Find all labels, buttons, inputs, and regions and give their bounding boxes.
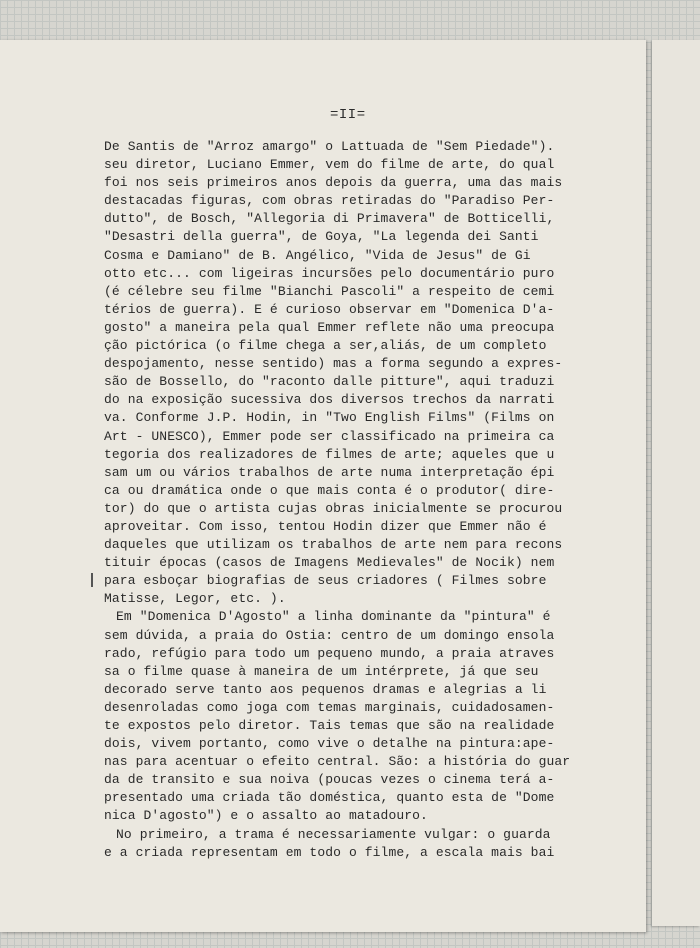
text-line: do na exposição sucessiva dos diversos trechos da narrati [104,392,555,408]
body-text [104,138,610,862]
text-line: destacadas figuras, com obras retiradas do "Paradiso Per- [104,193,555,209]
text-line: (é célebre seu filme "Bianchi Pascoli" a respeito de cemi [104,283,555,299]
text-line: te expostos pelo diretor. Tais temas que são na realidade [104,718,555,733]
text-line: sem dúvida, a praia do Ostia: centro de um domingo ensola [104,627,555,643]
text-line: nica D'agosto") e o assalto ao matadouro. [104,808,428,824]
text-line: da de transito e sua noiva (poucas vezes o cinema terá a- [104,772,555,788]
paragraph-start-line: No primeiro, a trama é necessariamente vulgar: o guarda [116,826,551,842]
text-line: daqueles que utilizam os trabalhos de arte nem para recons [104,537,563,553]
text-line: otto etc... com ligeiras incursões pelo documentário puro [104,265,555,281]
margin-mark [91,573,98,587]
text-line: Art - UNESCO), Emmer pode ser classificado na primeira ca [104,428,555,444]
text-line: desenroladas como joga com temas marginais, cuidadosamen- [104,699,555,715]
text-line: va. Conforme J.P. Hodin, in "Two English Films" (Films on [104,410,555,426]
text-line: ca ou dramática onde o que mais conta é o produtor( dire- [104,482,555,498]
text-line: ção pictórica (o filme chega a ser,aliás, de um completo [104,338,547,354]
text-line: Cosma e Damiano" de B. Angélico, "Vida de Jesus" de Gi [104,247,531,263]
text-line: são de Bossello, do "raconto dalle pitture", aqui traduzi [104,374,555,390]
text-line: decorado serve tanto aos pequenos dramas e alegrias a li [104,681,547,697]
text-line: seu diretor, Luciano Emmer, vem do filme de arte, do qual [104,157,555,173]
text-line: sa o filme quase à maneira de um intérprete, já que seu [104,663,539,679]
text-line: para esboçar biografias de seus criadores ( Filmes sobre [104,573,547,589]
text-line: tituir épocas (casos de Imagens Medievales" de Nocik) nem [104,555,555,571]
text-line: tegoria dos realizadores de filmes de arte; aqueles que u [104,446,555,462]
text-line: dois, vivem portanto, como vive o detalhe na pintura:ape- [104,736,555,752]
text-line: tor) do que o artista cujas obras inicialmente se procurou [104,500,563,516]
text-line: rado, refúgio para todo um pequeno mundo, a praia atraves [104,645,555,661]
text-line: "Desastri della guerra", de Goya, "La legenda dei Santi [104,229,539,245]
text-line: nas para acentuar o efeito central. São: a história do guar [104,754,571,770]
text-line: gosto" a maneira pela qual Emmer reflete não uma preocupa [104,319,555,335]
text-line: e a criada representam em todo o filme, a escala mais bai [104,844,555,860]
text-line: Matisse, Legor, etc. ). [104,591,286,607]
text-line: De Santis de "Arroz amargo" o Lattuada de "Sem Piedade"). [104,139,555,154]
text-line: presentado uma criada tão doméstica, quanto esta de "Dome [104,790,555,806]
text-line: dutto", de Bosch, "Allegoria di Primavera" de Botticelli, [104,211,555,227]
text-line: despojamento, nesse sentido) mas a forma segundo a expres- [104,356,563,372]
text-line: térios de guerra). E é curioso observar em "Domenica D'a- [104,301,555,317]
text-line: foi nos seis primeiros anos depois da guerra, uma das mais [104,175,563,191]
adjacent-page [652,40,700,926]
paragraph-start-line: Em "Domenica D'Agosto" a linha dominante da "pintura" é [116,609,551,625]
text-line: aproveitar. Com isso, tentou Hodin dizer que Emmer não é [104,518,547,534]
text-line: sam um ou vários trabalhos de arte numa interpretação épi [104,464,555,480]
page-number: =II= [330,107,366,123]
